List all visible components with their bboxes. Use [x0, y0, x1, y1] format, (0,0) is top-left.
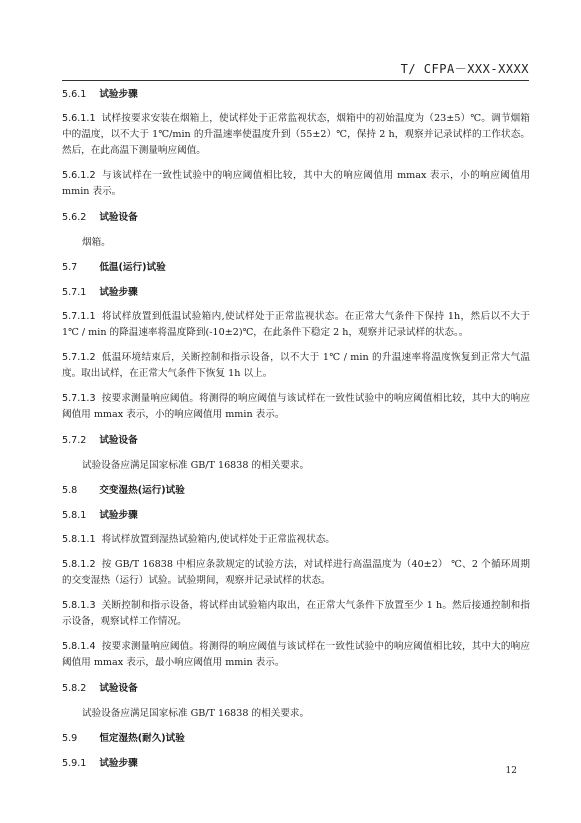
heading-number: 5.7.2 — [62, 435, 87, 446]
heading-title: 试验步骤 — [99, 510, 138, 521]
clause-text: 试样按要求安装在烟箱上，使试样处于正常监视状态，烟箱中的初始温度为（23±5）℃。调节烟箱中的温度，以不大于 1℃/min 的升温速率使温度升到（55±2）℃，保持 2 h，观察并记录试样的工作状态。然后，在此高温下测量响应阈值。 — [62, 113, 530, 156]
heading-5-7 — [62, 261, 530, 275]
clause-5-8-1-3 — [62, 598, 530, 630]
heading-5-8-1 — [62, 509, 530, 523]
clause-5-8-1-1 — [62, 532, 530, 548]
clause-number: 5.7.1.1 — [62, 311, 96, 322]
clause-5-6-1-1 — [62, 111, 530, 159]
heading-5-7-1 — [62, 286, 530, 300]
clause-text: 低温环境结束后，关断控制和指示设备，以不大于 1℃ / min 的升温速率将温度恢复到正常大气温度。取出试样，在正常大气条件下恢复 1h 以上。 — [62, 352, 530, 379]
heading-title: 低温(运行)试验 — [99, 262, 166, 273]
heading-number: 5.7 — [62, 262, 78, 273]
heading-title: 试验步骤 — [99, 89, 138, 100]
clause-number: 5.8.1.2 — [62, 559, 96, 570]
clause-number: 5.6.1.2 — [62, 170, 96, 181]
heading-number: 5.8.1 — [62, 510, 87, 521]
heading-5-6-1 — [62, 88, 530, 102]
header-rule — [62, 80, 529, 81]
clause-number: 5.8.1.4 — [62, 641, 96, 652]
heading-5-9-1 — [62, 757, 530, 771]
heading-number: 5.6.2 — [62, 212, 87, 223]
heading-title: 试验设备 — [99, 212, 138, 223]
clause-number: 5.7.1.2 — [62, 352, 96, 363]
paragraph-5-7-2: 试验设备应满足国家标准 GB/T 16838 的相关要求。 — [82, 460, 310, 471]
clause-text: 将试样放置到低温试验箱内,使试样处于正常监视状态。在正常大气条件下保持 1h，然后以不大于 1℃ / min 的降温速率将温度降到(-10±2)℃，在此条件下稳定 2 h，观察并记录试样的状态。。 — [62, 311, 530, 338]
document-id-header: T/ CFPA－XXX-XXXX — [400, 62, 529, 76]
clause-5-7-1-1 — [62, 309, 530, 341]
paragraph-5-6-2: 烟箱。 — [82, 237, 111, 248]
heading-5-8-2 — [62, 682, 530, 696]
clause-5-6-1-2 — [62, 168, 530, 200]
heading-title: 恒定湿热(耐久)试验 — [99, 733, 185, 744]
paragraph-5-8-2: 试验设备应满足国家标准 GB/T 16838 的相关要求。 — [82, 708, 310, 719]
clause-number: 5.7.1.3 — [62, 393, 96, 404]
heading-title: 试验设备 — [99, 683, 138, 694]
heading-number: 5.9 — [62, 733, 78, 744]
clause-text: 按 GB/T 16838 中相应条款规定的试验方法，对试样进行高温温度为（40±2） ℃、2 个循环周期的交变湿热（运行）试验。试验期间，观察并记录试样的状态。 — [62, 559, 530, 586]
clause-number: 5.8.1.3 — [62, 600, 96, 611]
heading-title: 试验步骤 — [99, 758, 138, 769]
heading-number: 5.9.1 — [62, 758, 87, 769]
page-content — [62, 88, 530, 771]
clause-text: 将试样放置到湿热试验箱内,使试样处于正常监视状态。 — [101, 534, 335, 545]
heading-title: 试验设备 — [99, 435, 138, 446]
heading-number: 5.7.1 — [62, 287, 87, 298]
heading-5-9 — [62, 732, 530, 746]
heading-5-6-2 — [62, 211, 530, 225]
page-number: 12 — [505, 766, 517, 776]
clause-5-8-1-2 — [62, 557, 530, 589]
clause-text: 与该试样在一致性试验中的响应阈值相比较，其中大的响应阈值用 mmax 表示，小的响应阈值用 mmin 表示。 — [62, 170, 530, 197]
heading-5-7-2 — [62, 434, 530, 448]
heading-number: 5.8.2 — [62, 683, 87, 694]
heading-title: 试验步骤 — [99, 287, 138, 298]
clause-text: 按要求测量响应阈值。将测得的响应阈值与该试样在一致性试验中的响应阈值相比较，其中大的响应阈值用 mmax 表示，最小响应阈值用 mmin 表示。 — [62, 641, 530, 668]
clause-number: 5.6.1.1 — [62, 113, 96, 124]
clause-5-8-1-4 — [62, 639, 530, 671]
clause-text: 按要求测量响应阈值。将测得的响应阈值与该试样在一致性试验中的响应阈值相比较，其中大的响应阈值用 mmax 表示，小的响应阈值用 mmin 表示。 — [62, 393, 530, 420]
heading-title: 交变湿热(运行)试验 — [99, 485, 185, 496]
clause-5-7-1-2 — [62, 350, 530, 382]
clause-text: 关断控制和指示设备，将试样由试验箱内取出，在正常大气条件下放置至少 1 h。然后接通控制和指示设备，观察试样工作情况。 — [62, 600, 530, 627]
clause-5-7-1-3 — [62, 391, 530, 423]
heading-5-8 — [62, 484, 530, 498]
heading-number: 5.8 — [62, 485, 78, 496]
heading-number: 5.6.1 — [62, 89, 87, 100]
clause-number: 5.8.1.1 — [62, 534, 96, 545]
